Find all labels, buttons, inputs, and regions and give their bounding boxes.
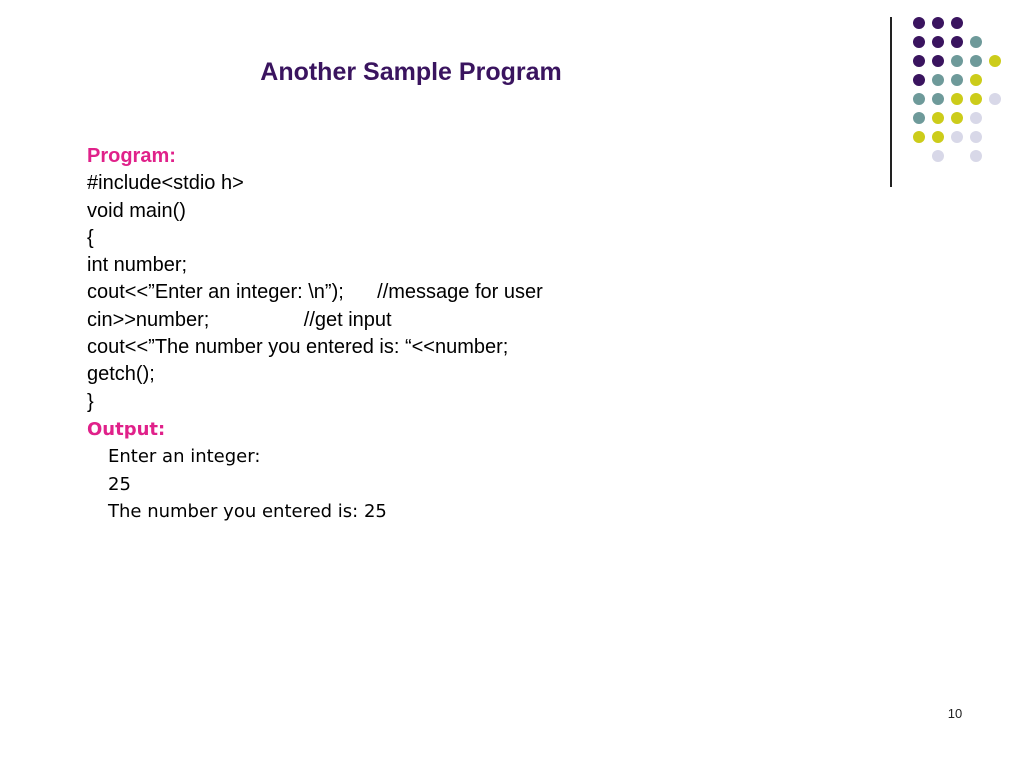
decor-dot (932, 17, 944, 29)
decor-dot (989, 55, 1001, 67)
decorative-dot-grid (900, 10, 1010, 170)
decor-dot (932, 131, 944, 143)
code-line: { (87, 226, 94, 249)
code-line: #include<stdio h> (87, 172, 244, 195)
decor-dot (932, 36, 944, 48)
decorative-divider (890, 17, 892, 187)
decor-dot (951, 131, 963, 143)
decor-dot (913, 131, 925, 143)
page-number: 10 (947, 706, 963, 721)
code-line: void main() (87, 199, 186, 222)
decor-dot (932, 74, 944, 86)
decor-dot (913, 74, 925, 86)
decor-dot (970, 112, 982, 124)
decor-dot (932, 150, 944, 162)
decor-dot (932, 112, 944, 124)
decor-dot (951, 93, 963, 105)
decor-dot (951, 74, 963, 86)
output-line: 25 (108, 473, 131, 495)
slide-content (87, 143, 847, 526)
code-line: int number; (87, 254, 188, 277)
decor-dot (951, 17, 963, 29)
decor-dot (913, 36, 925, 48)
decor-dot (989, 93, 1001, 105)
decor-dot (932, 93, 944, 105)
decor-dot (970, 36, 982, 48)
output-line: The number you entered is: 25 (108, 501, 387, 523)
decor-dot (970, 150, 982, 162)
decor-dot (951, 36, 963, 48)
decor-dot (970, 74, 982, 86)
code-line: } (87, 390, 94, 413)
program-label: Program: (87, 145, 176, 167)
decor-dot (970, 131, 982, 143)
decor-dot (932, 55, 944, 67)
decor-dot (970, 55, 982, 67)
code-line: cout<<”The number you entered is: “<<number; (87, 336, 509, 359)
decor-dot (970, 93, 982, 105)
output-line: Enter an integer: (108, 446, 261, 468)
decor-dot (913, 112, 925, 124)
output-label: Output: (87, 418, 166, 440)
decor-dot (913, 17, 925, 29)
decor-dot (913, 55, 925, 67)
decor-dot (951, 112, 963, 124)
decor-dot (951, 55, 963, 67)
code-line: cin>>number; //get input (87, 308, 392, 331)
slide-title: Another Sample Program (260, 58, 562, 86)
code-line: getch(); (87, 363, 155, 386)
code-line: cout<<”Enter an integer: \n”); //message for user (87, 281, 543, 304)
decor-dot (913, 93, 925, 105)
